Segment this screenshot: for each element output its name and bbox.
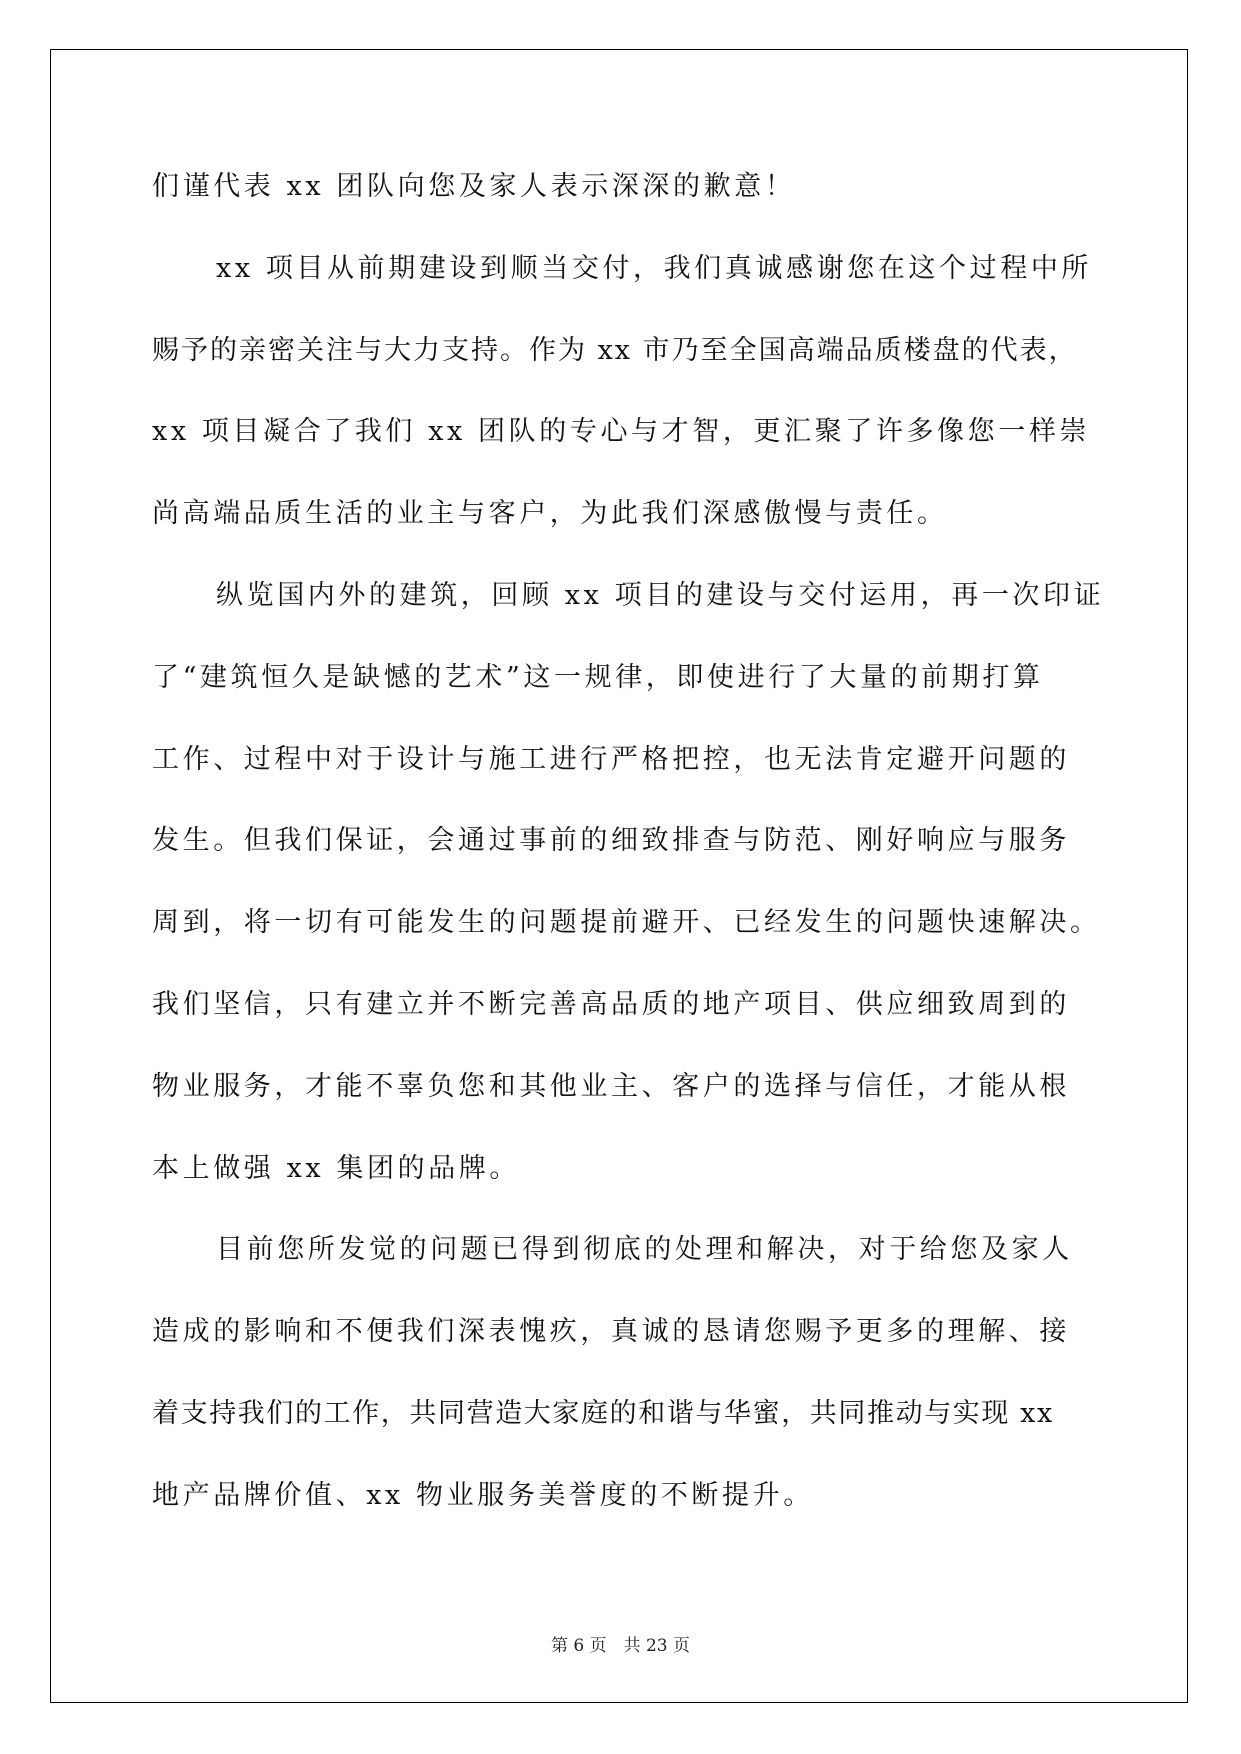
text-line: 们谨代表 xx 团队向您及家人表示深深的歉意！ [152, 171, 796, 202]
text-line: 纵览国内外的建筑，回顾 xx 项目的建设与交付运用，再一次印证 [216, 579, 1105, 611]
text-line: 着支持我们的工作，共同营造大家庭的和谐与华蜜，共同推动与实现 xx [152, 1397, 1054, 1429]
text-line: 目前您所发觉的问题已得到彻底的处理和解决，对于给您及家人 [216, 1234, 1073, 1266]
text-line: 了“建筑恒久是缺憾的艺术”这一规律，即使进行了大量的前期打算 [152, 661, 1044, 693]
text-line: 本上做强 xx 集团的品牌。 [152, 1152, 521, 1184]
text-line: xx 项目从前期建设到顺当交付，我们真诚感谢您在这个过程中所 [216, 252, 1093, 284]
text-line: 造成的影响和不便我们深表愧疚，真诚的恳请您赐予更多的理解、接 [152, 1316, 1070, 1348]
text-line: 工作、过程中对于设计与施工进行严格把控，也无法肯定避开问题的 [152, 743, 1070, 775]
text-line: 赐予的亲密关注与大力支持。作为 xx 市乃至全国高端品质楼盘的代表， [152, 334, 1078, 366]
text-line: 尚高端品质生活的业主与客户，为此我们深感傲慢与责任。 [152, 498, 948, 530]
text-line: 发生。但我们保证，会通过事前的细致排查与防范、刚好响应与服务 [152, 825, 1070, 857]
text-line: 物业服务，才能不辜负您和其他业主、客户的选择与信任，才能从根 [152, 1070, 1070, 1102]
text-line: 地产品牌价值、xx 物业服务美誉度的不断提升。 [152, 1479, 814, 1511]
text-line: xx 项目凝合了我们 xx 团队的专心与才智，更汇聚了许多像您一样崇 [152, 416, 1091, 448]
document-body [152, 165, 1105, 1556]
text-line: 我们坚信，只有建立并不断完善高品质的地产项目、供应细致周到的 [152, 988, 1070, 1020]
text-line: 周到，将一切有可能发生的问题提前避开、已经发生的问题快速解决。 [152, 907, 1101, 939]
page-number: 第 6 页 共 23 页 [550, 1636, 691, 1656]
